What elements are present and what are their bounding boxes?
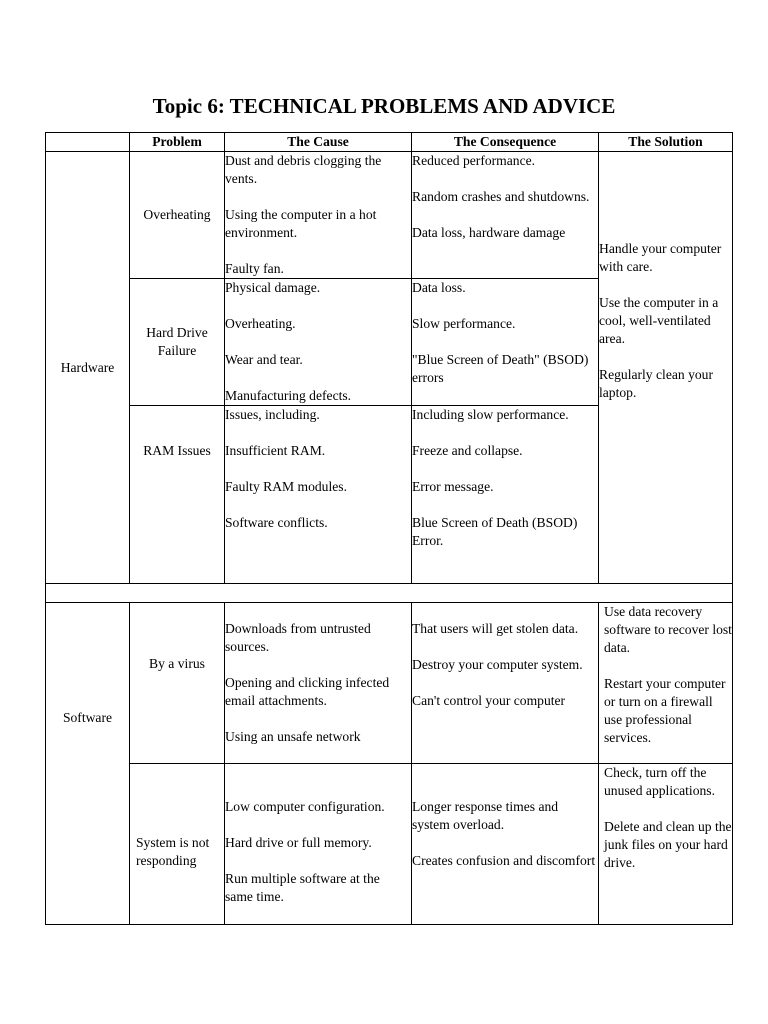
document-title: Topic 6: TECHNICAL PROBLEMS AND ADVICE (152, 94, 616, 118)
consequence-item: Data loss, hardware damage (412, 225, 566, 240)
solution-cell (599, 764, 733, 925)
consequence-cell (412, 764, 599, 925)
consequence-cell (412, 152, 599, 279)
header-solution: The Solution (599, 133, 733, 152)
cause-item: Faulty fan. (225, 261, 284, 276)
header-cause: The Cause (225, 133, 412, 152)
cause-cell (225, 279, 412, 406)
cause-item: Software conflicts. (225, 515, 328, 530)
cause-item: Opening and clicking infected email attachments. (225, 675, 390, 708)
category-software: Software (46, 603, 130, 925)
separator-cell (46, 584, 733, 603)
cause-item: Overheating. (225, 316, 296, 331)
solution-item: Use the computer in a cool, well-ventilated area. (599, 295, 719, 346)
table-row (46, 603, 733, 764)
consequence-item: Destroy your computer system. (412, 657, 583, 672)
problem-overheating: Overheating (130, 152, 225, 279)
table-row (46, 152, 733, 279)
solution-item: Check, turn off the unused applications. (604, 765, 715, 798)
cause-item: Hard drive or full memory. (225, 835, 372, 850)
problem-not-responding: System is not responding (130, 764, 225, 925)
cause-cell (225, 764, 412, 925)
solution-cell (599, 603, 733, 764)
consequence-item: Including slow performance. (412, 407, 569, 422)
consequence-item: Random crashes and shutdowns. (412, 189, 590, 204)
consequence-item: Error message. (412, 479, 494, 494)
solution-item: Handle your computer with care. (599, 241, 722, 274)
header-problem: Problem (130, 133, 225, 152)
consequence-item: That users will get stolen data. (412, 621, 579, 636)
consequence-item: Can't control your computer (412, 693, 566, 708)
consequence-cell (412, 279, 599, 406)
cause-cell (225, 152, 412, 279)
cause-item: Downloads from untrusted sources. (225, 621, 371, 654)
solution-item: Restart your computer or turn on a firewall use professional services. (604, 676, 726, 745)
solution-item: Use data recovery software to recover lost data. (604, 604, 732, 655)
cause-item: Low computer configuration. (225, 799, 385, 814)
cause-item: Wear and tear. (225, 352, 303, 367)
consequence-item: Slow performance. (412, 316, 516, 331)
consequence-item: Blue Screen of Death (BSOD) Error. (412, 515, 578, 548)
cause-item: Insufficient RAM. (225, 443, 326, 458)
problem-virus: By a virus (130, 603, 225, 764)
problem-hard-drive-failure: Hard Drive Failure (130, 279, 225, 406)
solution-item: Regularly clean your laptop. (599, 367, 713, 400)
problem-ram-issues: RAM Issues (130, 406, 225, 584)
solution-hardware (599, 152, 733, 584)
cause-cell (225, 603, 412, 764)
table-row (46, 764, 733, 925)
category-hardware: Hardware (46, 152, 130, 584)
consequence-cell (412, 603, 599, 764)
cause-cell (225, 406, 412, 584)
table-header-row (46, 133, 733, 152)
consequence-item: Freeze and collapse. (412, 443, 523, 458)
problems-table (45, 132, 733, 925)
solution-item: Delete and clean up the junk files on your hard drive. (604, 819, 732, 870)
header-category (46, 133, 130, 152)
cause-item: Physical damage. (225, 280, 321, 295)
cause-item: Faulty RAM modules. (225, 479, 347, 494)
consequence-item: Creates confusion and discomfort (412, 853, 596, 868)
cause-item: Using the computer in a hot environment. (225, 207, 377, 240)
cause-item: Run multiple software at the same time. (225, 871, 380, 904)
consequence-item: Reduced performance. (412, 153, 536, 168)
cause-item: Using an unsafe network (225, 729, 361, 744)
cause-item: Issues, including. (225, 407, 320, 422)
consequence-cell (412, 406, 599, 584)
cause-item: Manufacturing defects. (225, 388, 352, 403)
cause-item: Dust and debris clogging the vents. (225, 153, 382, 186)
consequence-item: "Blue Screen of Death" (BSOD) errors (412, 352, 589, 385)
separator-row (46, 584, 733, 603)
consequence-item: Longer response times and system overload. (412, 799, 559, 832)
header-consequence: The Consequence (412, 133, 599, 152)
consequence-item: Data loss. (412, 280, 466, 295)
